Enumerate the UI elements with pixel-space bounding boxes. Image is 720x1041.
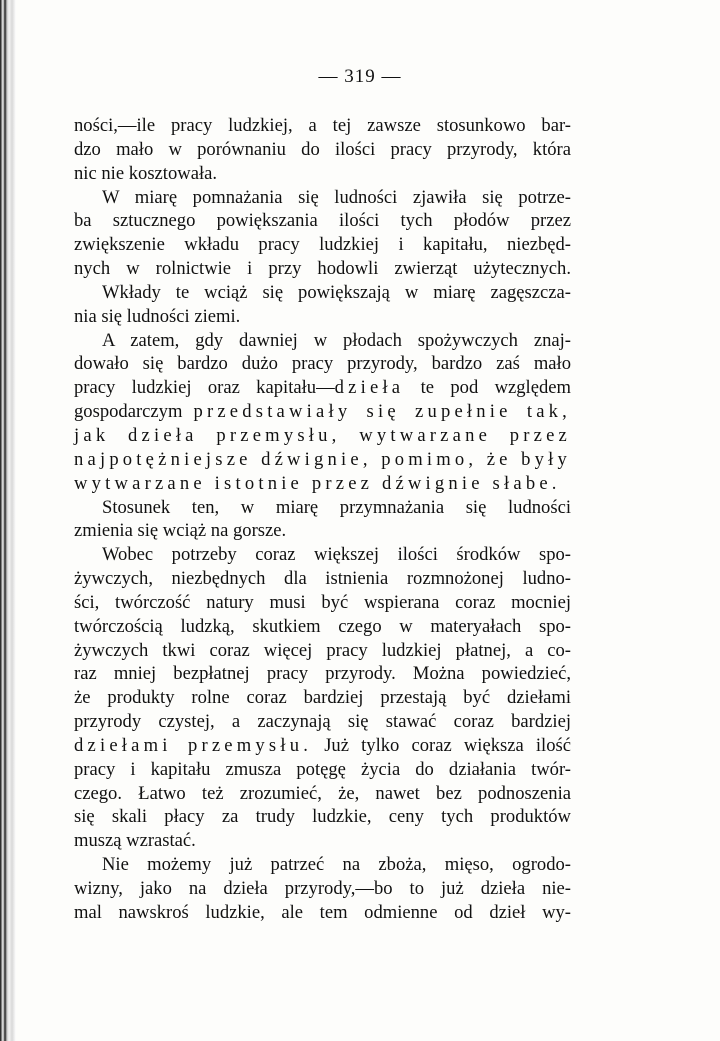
text-line: nych w rolnictwie i przy hodowli zwierząt użytecznych. — [74, 258, 571, 280]
text-run: pracy ludzkiej oraz kapitału— — [74, 377, 335, 399]
text-line: nic nie kosztowała. — [74, 162, 218, 184]
spaced-emphasis-line: wytwarzane istotnie przez dźwignie słabe. — [74, 472, 561, 494]
text-line: dowało się bardzo dużo pracy przyrody, bardzo zaś mało — [74, 353, 571, 375]
text-line: Stosunek ten, w miarę przymnażania się ludności — [102, 496, 571, 518]
text-run: Już tylko coraz większa ilość — [312, 734, 571, 756]
text-line: muszą wzrastać. — [74, 830, 196, 852]
scan-binding-edge — [0, 0, 16, 1041]
text-line: przyrody czystej, a zaczynają się stawać coraz bardziej — [74, 711, 571, 733]
page-number: — 319 — — [318, 66, 402, 87]
text-line: dzo mało w porównaniu do ilości pracy przyrody, która — [74, 138, 571, 160]
text-line: ba sztucznego powiększania ilości tych płodów przez — [74, 210, 571, 232]
spaced-emphasis-line: jak dzieła przemysłu, wytwarzane przez — [74, 424, 571, 446]
text-line: nia się ludności ziemi. — [74, 305, 241, 327]
text-line: ności,—ile pracy ludzkiej, a tej zawsze stosunkowo bar- — [74, 115, 571, 136]
spaced-emphasis: dzieła — [334, 377, 405, 399]
text-line: żywczych tkwi coraz więcej pracy ludzkiej płatnej, a co- — [74, 639, 571, 661]
text-line: Wkłady te wciąż się powiększają w miarę zagęszcza- — [102, 281, 571, 303]
text-run: gospodarczym — [74, 401, 194, 423]
spaced-emphasis: przedstawiały się zupełnie tak, — [193, 401, 571, 423]
text-line: twórczością ludzką, skutkiem czego w materyałach spo- — [74, 615, 571, 637]
text-line: zwiększenie wkładu pracy ludzkiej i kapitału, niezbęd- — [74, 234, 571, 256]
text-line: Wobec potrzeby coraz większej ilości środków spo- — [102, 544, 571, 566]
text-line — [74, 400, 571, 424]
text-line: W miarę pomnażania się ludności zjawiła się potrze- — [102, 186, 571, 208]
text-line: że produkty rolne coraz bardziej przestają być dziełami — [74, 687, 571, 709]
text-line: czego. Łatwo też zrozumieć, że, nawet bez podnoszenia — [74, 782, 571, 804]
text-line: wizny, jako na dzieła przyrody,—bo to już dzieła nie- — [74, 878, 571, 899]
text-line: się skali płacy za trudy ludzkie, ceny tych produktów — [74, 806, 571, 828]
text-line: Nie możemy już patrzeć na zboża, mięso, ogrodo- — [102, 854, 571, 876]
text-line — [74, 734, 571, 758]
text-line: żywczych, niezbędnych dla istnienia rozmnożonej ludno- — [74, 568, 571, 590]
text-line: pracy i kapitału zmusza potęgę życia do działania twór- — [74, 758, 571, 780]
text-line: ści, twórczość natury musi być wspierana coraz mocniej — [74, 591, 571, 613]
spaced-emphasis-line: najpotężniejsze dźwignie, pomimo, że były — [74, 448, 571, 470]
text-line: zmienia się wciąż na gorsze. — [74, 520, 287, 542]
spaced-emphasis: dziełami przemysłu. — [74, 734, 313, 756]
text-line — [74, 376, 571, 400]
text-line: A zatem, gdy dawniej w płodach spożywczych znaj- — [102, 329, 571, 351]
body-text — [74, 114, 571, 925]
text-run: te pod względem — [404, 377, 571, 399]
text-line: mal nawskroś ludzkie, ale tem odmienne od dzieł wy- — [74, 901, 571, 923]
text-line: raz mniej bezpłatnej pracy przyrody. Można powiedzieć, — [74, 663, 571, 685]
